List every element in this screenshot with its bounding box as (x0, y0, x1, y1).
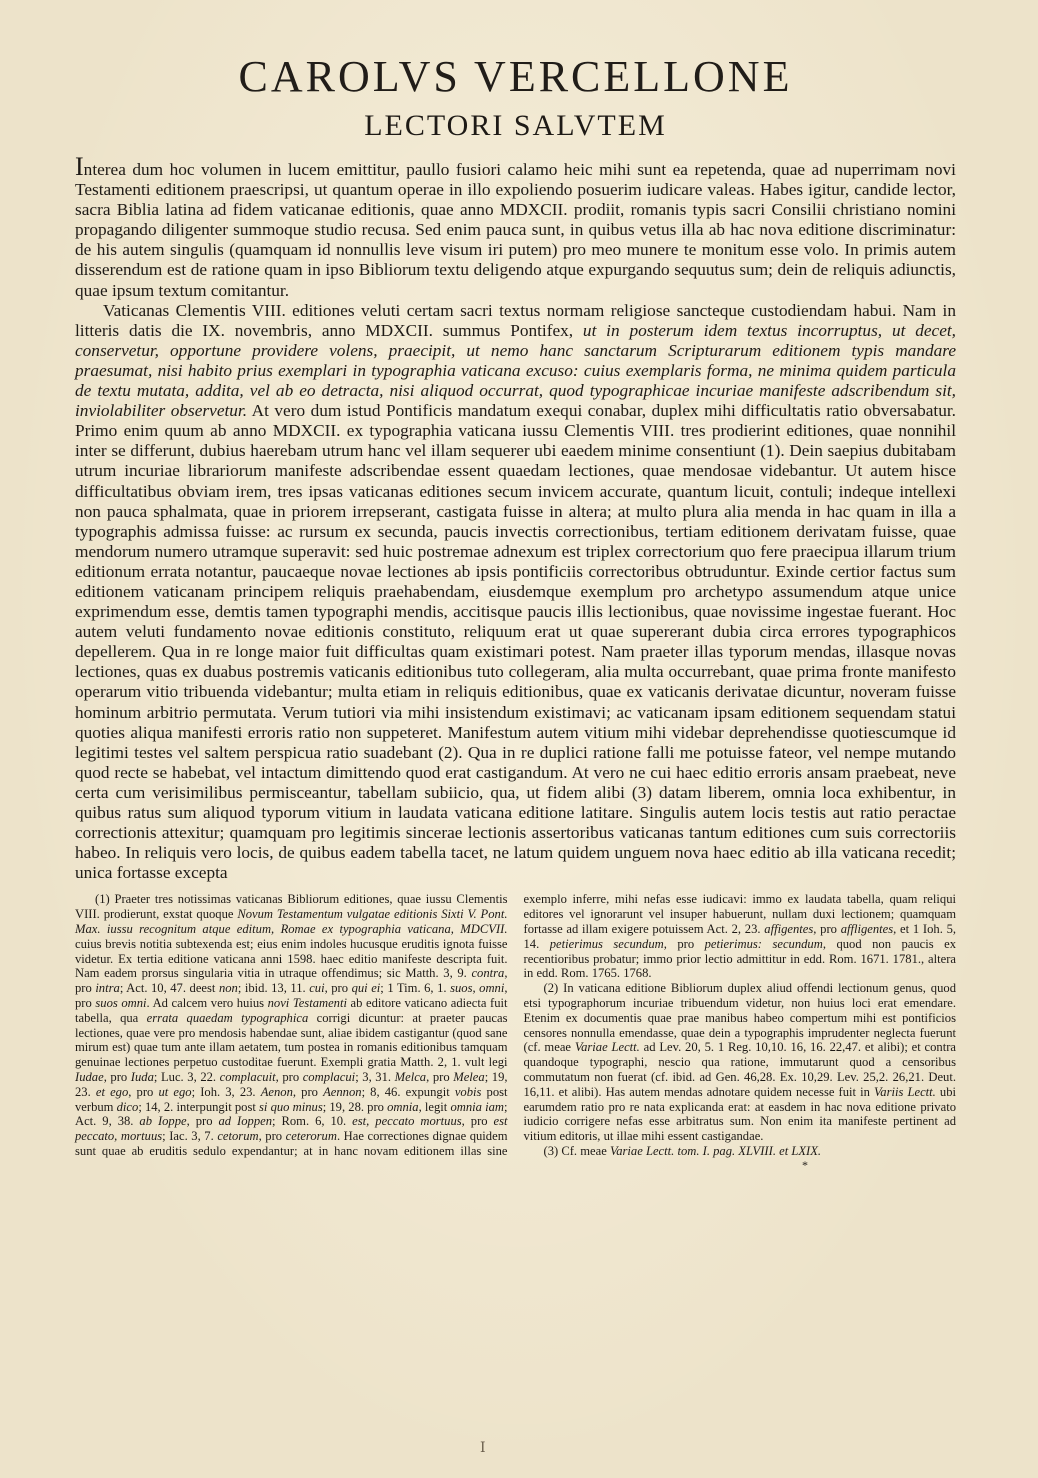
footnote-italic: Melea (453, 1069, 485, 1084)
footnote-italic: si quo minus (259, 1099, 323, 1114)
footnote-italic: est, peccato mortuus (352, 1114, 462, 1129)
footnote-italic: omnia iam (450, 1099, 504, 1114)
footnote-text: , pro (186, 1114, 219, 1129)
footnote-italic: Iuda (130, 1069, 154, 1084)
footnote-text: , pro (75, 981, 508, 1010)
footnote-text: ; 14, 2. interpungit post (138, 1099, 260, 1114)
footnote-italic: complacuit (219, 1069, 276, 1084)
footnote-text: , quod non paucis ex recentioribus probatur; immo prior lectio admittitur in edd. Rom. 1671. 1781., altera in edd. Rom. 1765. 1768. (523, 936, 957, 981)
footnote-text: (2) In vaticana editione Bibliorum duplex aliud offendi lectionum genus, quod etsi typographorum incuriae tribuendum videtur, non huius loci erat emendare. Etenim ex documentis quae prae manibus habeo compertum mihi est pontificios censores nonnulla emendasse, quae dein a typographis imprudenter neglecta fuerunt (cf. meae (523, 981, 956, 1055)
footnote-text: ; Act. 9, 38. (75, 1099, 508, 1129)
footnote-text: ; 19, 28. pro (322, 1099, 388, 1114)
paragraph-2 (75, 301, 956, 884)
footnote-italic: errata quaedam typographica (146, 1010, 309, 1025)
footnote-italic: cui (309, 981, 325, 996)
footnote-italic: cetorum (217, 1129, 259, 1144)
footnote-text: corrigi dicuntur: at praeter paucas lectiones, quae vere pro mendosis habendae sunt, aliae ibidem castigantur (quod sane mirum est) quae tum ante illam aetatem, tum postea in romanis editionibus tamquam genuinae lectiones perpetuo custoditae fuerunt. Exempli gratia Matth. 2, 1. vult legi (75, 1010, 508, 1070)
main-text (75, 152, 956, 883)
footnote-italic: Melca (394, 1069, 427, 1084)
footnote-italic: contra (471, 966, 505, 981)
footnote-italic: Variae Lectt. (574, 1040, 640, 1055)
footnote-italic: novi Testamenti (267, 995, 347, 1010)
footnote-italic: et ego (95, 1084, 129, 1099)
footnote-text: , pro (426, 1069, 454, 1084)
footnote-italic: Iudae (75, 1069, 104, 1084)
footnote-italic: dico (116, 1099, 139, 1114)
page-title: CAROLVS VERCELLONE (238, 52, 793, 101)
footnote-italic: affigentes (764, 921, 814, 936)
footnote-text: ; Iac. 3, 7. (162, 1129, 218, 1144)
footnote-italic: Variis Lectt. (874, 1084, 936, 1099)
footnote-text: (1) Praeter tres notissimas vaticanas Bibliorum editiones, quae iussu Clementis VIII. prodierunt, exstat quoque (75, 892, 508, 922)
footnote-italic: suos, omni (450, 981, 505, 996)
footnote-italic: Aennon (323, 1084, 362, 1099)
footnote-text: . Ad calcem vero huius (146, 995, 268, 1010)
footnote-italic: petierimus: secundum (704, 936, 823, 951)
footnote-text: , pro (258, 1129, 286, 1144)
footnote-italic: ceterorum (285, 1129, 337, 1144)
paragraph-1 (75, 152, 956, 301)
footnote-italic: ab Ioppe (139, 1114, 187, 1129)
signature-mark: I (480, 1440, 486, 1456)
paragraph-2-lead: Vaticanas Clementis VIII. editiones veluti certam sacri textus normam religiose sancteque custodiendam habui. Nam in litteris datis die IX. novembris, anno MDXCII. summus Pontifex, (75, 300, 956, 340)
footnote-text: post verbum (75, 1084, 508, 1114)
footnotes (75, 892, 956, 1170)
footnote-text: , pro (292, 1084, 324, 1099)
footnote-text: ; Ioh. 3, 23. (191, 1084, 261, 1099)
footnote-text: ab editore vaticano adiecta fuit tabella, qua (75, 995, 508, 1025)
footnote-italic: intra (95, 981, 120, 996)
footnote-text: ; 19, 23. (75, 1069, 508, 1099)
footnote-text: ; Luc. 3, 22. (153, 1069, 220, 1084)
footnote-italic: complacui (302, 1069, 356, 1084)
footnote-text: , pro (275, 1069, 303, 1084)
footnote-text: ad Lev. 20, 5. 1 Reg. 10,10. 16, 16. 22,47. et alibi); et contra quandoque typographi, nescio qua ratione, immutarunt quod a censoribus commutatum non fuerat (cf. ibid. ad Gen. 46,28. Ex. 10,29. Lev. 25,2. 26,21. Deut. 16,11. et alibi). Has autem mendas adnotare quidem necesse fuit in (523, 1040, 956, 1099)
footnote-text: ; Rom. 6, 10. (272, 1114, 353, 1129)
footnote-text: , pro (461, 1114, 494, 1129)
footnote-text: , pro (75, 966, 508, 996)
initial-letter: I (75, 152, 84, 181)
footnote-italic: petierimus secundum (549, 936, 664, 951)
paragraph-2-rest: At vero dum istud Pontificis mandatum exequi conabar, duplex mihi difficultatis ratio obversabatur. Primo enim quum ab anno MDXCII. ex typographia vaticana iussu Clementis VIII. tres prodierint editiones, quae nonnihil inter se differunt, dubius haerebam utrum hanc vel illam sequerer ubi eaedem minime consentiunt (1). Dein saepius dubitabam utrum incuriae librariorum manifeste adscribendae essent quaedam lectiones, quae mendosae videbantur. Ut autem hisce difficultatibus obviam irem, tres ipsas vaticanas editiones secum invicem accurate, quantum licuit, contuli; indeque intellexi non pauca sphalmata, quae in priorem irrepserant, castigata fuisse in altera; at multo plura alia menda in hac quam in illa a typographis admissa fuisse: ac rursum ex secunda, paucis invectis correctionibus, tertiam editionem derivatam fuisse, quae mendorum numero utramque superavit: sed huic postremae adnexum est triplex correctorium quo fere praecipua illarum trium editionum errata notantur, paucaeque novae lectiones ab ipsis pontificiis correctoribus obtruduntur. Exinde certior factus sum editionem vaticanam principem reliquis praehabendam, eiusdemque exemplum pro archetypo assumendum atque unice exprimendum esse, demtis tamen typographi mendis, accitisque paucis illis lectionibus, quae novissime ingestae fuerant. Hoc autem veluti fundamento novae editionis constituto, reliquum erat ut quae supererant dubia circa errores typographicos depellerem. Qua in re longe maior fuit difficultas quam existimari potest. Nam praeter illas typorum mendas, illasque novas lectiones, quas ex duabus postremis vaticanis editionibus tuto collegeram, alia multa occurrebant, quae prima fronte manifesto operarum vitio tribuenda videbantur; multa etiam in reliquis editionibus, quae ex vaticanis derivatae dicuntur, noveram fuisse hominum arbitrio permutata. Verum tutiori via mihi insistendum existimavi; ac vaticanam ipsam editionem sequendam statui quoties aliqua manifesti erroris ratio non suppeteret. Manifestum autem vitium mihi videbar deprehendisse quotiescumque id legitimi testes vel saltem perspicua ratio suadebant (2). Qua in re duplici ratione falli me potuisse fateor, vel nempe mutando quod recte se habebat, vel intactum dimittendo quod erat castigandum. At vero ne cui haec editio erroris ansam praebeat, neve certa cum verisimilibus permisceantur, tabellam subiicio, qua, ut fidem alibi (3) datam liberem, omnia loca exhibentur, in quibus ratus sum aliquod typorum vitium in laudata vaticana editione latitare. Singulis autem locis testis aut ratio peractae correctionis attexitur; quamquam pro legitimis sincerae lectionis assertoribus vaticanas tantum editiones cum suis correctoriis habeo. In reliquis vero locis, de quibus eadem tabella tacet, ne latum quidem unguem nova haec editio ab illa vaticana recedit; unica fortasse excepta (75, 401, 956, 883)
footnote-text: (3) Cf. meae (543, 1143, 610, 1158)
page-subtitle: LECTORI SALVTEM (364, 109, 667, 142)
footnote-text: , pro (103, 1069, 131, 1084)
footnote-italic: ut ego (158, 1084, 192, 1099)
footnote-text: ; 8, 46. expungit (361, 1084, 455, 1099)
footnote-italic: ad Ioppen (218, 1114, 273, 1129)
footnote-text: , pro (324, 981, 352, 996)
footnote-text: , legit (418, 1099, 451, 1114)
footnote-text: , et 1 Ioh. 5, 14. (523, 921, 957, 951)
footnote-text: ; 1 Tim. 6, 1. (380, 981, 451, 996)
footnote-text: cuius brevis notitia subtexenda est; eius enim indoles hucusque eruditis ignota fuisse videtur. Ex tertia editione vaticana anni 1598. haec editio manifeste descripta fuit. Nam eadem prorsus singularia vitia in utraque offendimus; sic Matth. 3, 9. (75, 936, 508, 981)
footnote-text: ; Act. 10, 47. deest (119, 981, 219, 996)
footnote-italic: vobis (454, 1084, 482, 1099)
footnote-italic: est peccato, mortuus (75, 1114, 508, 1144)
footnote-italic: Aenon (260, 1084, 293, 1099)
footnote-text: . Hae correctiones dignae quidem sunt quae ab eruditis sedulo expendantur; at in hanc novam editionem illas sine exemplo inferre, mihi nefas esse iudicavi: immo ex laudata tabella, quam reliqui editores vel ignorarunt vel insuper habuerunt, nullam duxi lectionem; quamquam fortasse ad illam exigere potuissem Act. 2, 23. (75, 892, 956, 1158)
footnote-text: ; 3, 31. (355, 1069, 395, 1084)
paragraph-1-text: nterea dum hoc volumen in lucem emittitur, paullo fusiori calamo heic mihi sunt ea repetenda, quae ad nuperrimam novi Testamenti editionem praescripsi, ut quantum operae in illo expoliendo posuerim iudicare valeas. Habes igitur, candide lector, sacra Biblia latina ad fidem vaticanae editionis, quae anno MDXCII. prodiit, romanis typis sacri Consilii christiano nomini propagando diligenter summoque studio recusa. Sed enim pauca sunt, in quibus vetus illa ab hac nova editione discriminatur: de his autem singulis (quamquam id nonnullis leve visum iri putem) pro meo munere te monitum esse volo. In primis autem disserendum est de ratione quam in ipso Bibliorum textu deligendo atque expurgando sequutus sum; dein de reliquis adiunctis, quae ipsum textum comitantur. (75, 160, 956, 300)
footnote-text: ; ibid. 13, 11. (237, 981, 310, 996)
footnote-italic: omnia (387, 1099, 419, 1114)
footnote-italic: Variae Lectt. tom. I. pag. XLVIII. et LXIX. (609, 1143, 822, 1158)
footnote-text: ubi earumdem ratio pro re nata explicanda erat: at easdem in hac nova editione privato iudicio corrigere nefas esse arbitratus sum. Non enim ita manifeste pertinent ad vitium editoris, ut illae mihi essent castigandae. (523, 1084, 956, 1144)
footnote-text: , pro (128, 1084, 159, 1099)
footnote-italic: qui ei (351, 981, 381, 996)
footnote-italic: non (218, 981, 238, 996)
footnote-text: , pro (663, 936, 705, 951)
footnote-text: , pro (813, 921, 841, 936)
footnote-italic: suos omni (95, 995, 147, 1010)
asterisk-mark: * (802, 1157, 808, 1172)
papal-quotation: ut in posterum idem textus incorruptus, ut decet, conservetur, opportune providere volens, praecipit, ut nemo hanc sanctarum Scripturarum editionem typis mandare praesumat, nisi habito prius exemplari in typographia vaticana excuso: cuius exemplaris forma, ne minima quidem particula de textu mutata, addita, vel ab eo detracta, nisi aliquod occurrat, quod typographicae incuriae manifeste adscribendum sit, inviolabiliter observetur. (75, 320, 956, 421)
footnote-italic: Novum Testamentum vulgatae editionis Sixti V. Pont. Max. iussu recognitum atque editum, Romae ex typographia vaticana, MDCVII. (75, 907, 508, 936)
footnote-italic: affligentes (840, 921, 894, 936)
footnote-2 (524, 981, 957, 1144)
footnote-3 (524, 1144, 957, 1159)
